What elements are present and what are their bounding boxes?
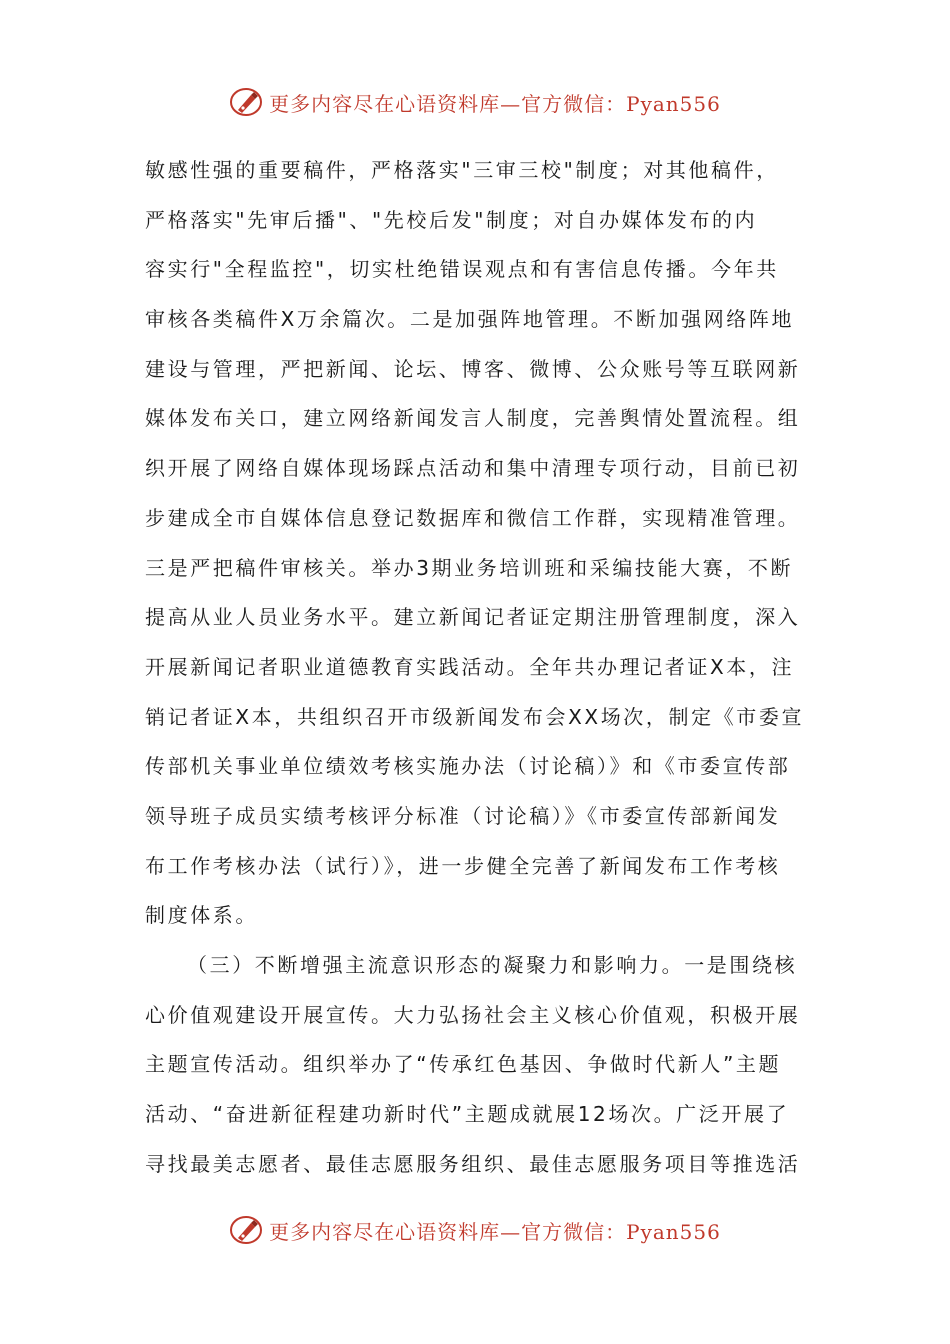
text-line: 严格落实"先审后播"、"先校后发"制度；对自办媒体发布的内 [145,207,758,232]
text-line: 敏感性强的重要稿件，严格落实"三审三校"制度；对其他稿件， [145,158,779,182]
text-line: 活动、“奋进新征程建功新时代”主题成就展12场次。广泛开展了 [145,1102,790,1127]
header-banner-text: 更多内容尽在心语资料库—官方微信：Pyan556 [269,91,721,116]
text-line: 销记者证X本，共组织召开市级新闻发布会XX场次，制定《市委宣 [145,704,805,729]
text-line: 寻找最美志愿者、最佳志愿服务组织、最佳志愿服务项目等推选活 [145,1151,801,1176]
section-heading-line: （三）不断增强主流意识形态的凝聚力和影响力。一是围绕核 [187,953,798,977]
footer-banner-text: 更多内容尽在心语资料库—官方微信：Pyan556 [269,1219,721,1244]
text-line: 步建成全市自媒体信息登记数据库和微信工作群，实现精准管理。 [145,505,801,530]
text-line: 传部机关事业单位绩效考核实施办法（讨论稿）》和《市委宣传部 [145,754,791,779]
text-line: 开展新闻记者职业道德教育实践活动。全年共办理记者证X本，注 [145,654,795,679]
text-line: 三是严把稿件审核关。举办3期业务培训班和采编技能大赛，不断 [145,555,794,580]
text-line: 心价值观建设开展宣传。大力弘扬社会主义核心价值观，积极开展 [145,1002,801,1027]
text-line: 建设与管理，严把新闻、论坛、博客、微博、公众账号等互联网新 [145,356,801,381]
text-line: 主题宣传活动。组织举办了“传承红色基因、争做时代新人”主题 [145,1052,782,1077]
header-banner [0,82,950,122]
text-line: 领导班子成员实绩考核评分标准（讨论稿）》《市委宣传部新闻发 [145,803,781,828]
text-line: 提高从业人员业务水平。建立新闻记者证定期注册管理制度，深入 [145,605,801,630]
text-line: 媒体发布关口，建立网络新闻发言人制度，完善舆情处置流程。组 [145,406,801,431]
text-line: 审核各类稿件X万余篇次。二是加强阵地管理。不断加强网络阵地 [145,307,795,332]
text-line: 容实行"全程监控"，切实杜绝错误观点和有害信息传播。今年共 [145,257,779,282]
text-line: 布工作考核办法（试行）》，进一步健全完善了新闻发布工作考核 [145,853,781,878]
document-body [145,146,810,1189]
footer-banner [0,1210,950,1250]
text-line: 制度体系。 [145,903,258,928]
pen-nib-logo-icon [229,1213,263,1247]
pen-nib-logo-icon [229,85,263,119]
text-line: 织开展了网络自媒体现场踩点活动和集中清理专项行动，目前已初 [145,456,801,481]
